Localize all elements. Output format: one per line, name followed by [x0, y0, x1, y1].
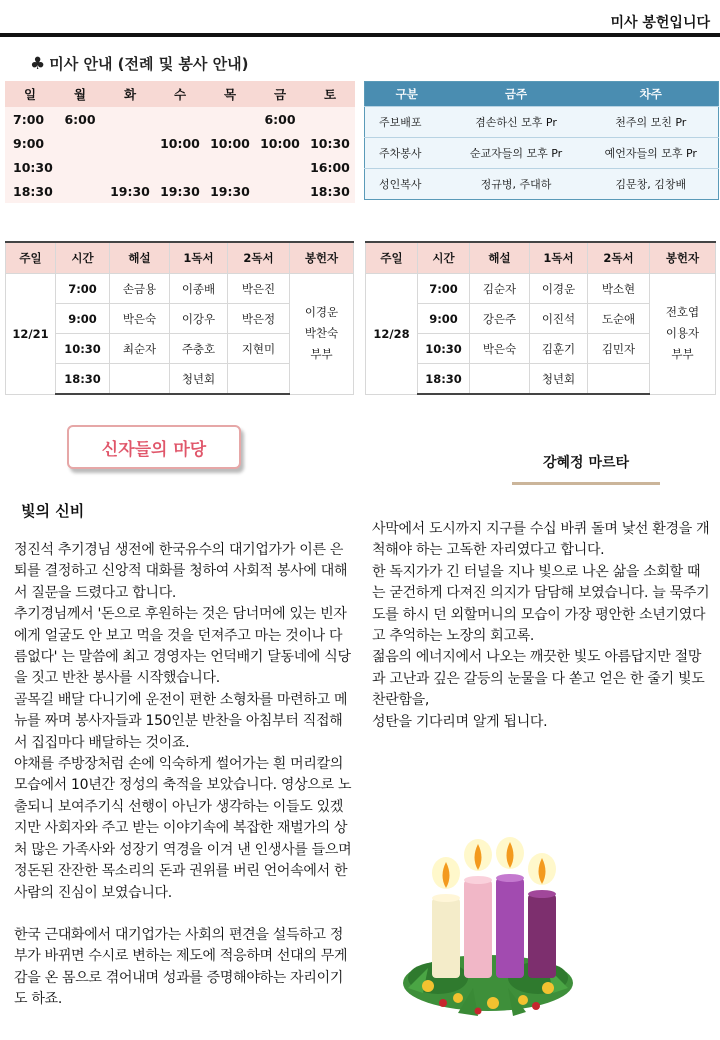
mass-time: 9:00	[56, 304, 110, 334]
day-fri: 금	[255, 81, 305, 107]
reader-2	[228, 364, 290, 395]
mass-time: 6:00	[255, 107, 305, 131]
service-row	[365, 107, 719, 138]
mass-time	[255, 179, 305, 203]
week-header-row	[366, 242, 716, 274]
mass-time	[55, 155, 105, 179]
service-label: 주차봉사	[365, 138, 449, 169]
col-sunday: 주일	[366, 242, 418, 274]
reader-1: 청년회	[530, 364, 588, 395]
table-row	[6, 274, 354, 304]
service-cell: 겸손하신 모후 Pr	[449, 107, 584, 138]
col-commentary: 해설	[110, 242, 170, 274]
mass-row	[5, 179, 355, 203]
mass-time: 9:00	[5, 131, 55, 155]
col-reading2: 2독서	[228, 242, 290, 274]
mass-time: 10:30	[418, 334, 470, 364]
day-mon: 월	[55, 81, 105, 107]
mass-time	[55, 131, 105, 155]
mass-time: 10:00	[255, 131, 305, 155]
mass-time: 18:30	[305, 179, 355, 203]
section-title-text: 미사 안내 (전례 및 봉사 안내)	[49, 55, 249, 73]
col-reading1: 1독서	[530, 242, 588, 274]
mass-time	[55, 179, 105, 203]
article-paragraph: 성탄을 기다리며 알게 됩니다.	[372, 713, 548, 730]
article-paragraph: 한 독지가가 긴 터널을 지나 빛으로 나온 삶을 소회할 때는 굳건하게 다져진 의지가 담담해 보였습니다. 늘 묵주기도를 하시 던 외할머니의 모습이 가장 평안한 소년기였다고 추억하는 노장의 회고록.	[372, 563, 710, 645]
offerer-cell	[290, 274, 354, 395]
mass-time: 18:30	[5, 179, 55, 203]
commentator	[110, 364, 170, 395]
offerer-line: 부부	[310, 347, 333, 362]
offerer-line: 이경운	[304, 305, 339, 320]
day-sun: 일	[5, 81, 55, 107]
reader-1: 청년회	[170, 364, 228, 395]
col-reading2: 2독서	[588, 242, 650, 274]
service-label: 주보배포	[365, 107, 449, 138]
sunday-date: 12/21	[6, 274, 56, 395]
commentator: 박은숙	[110, 304, 170, 334]
commentator: 최순자	[110, 334, 170, 364]
advent-candles-illustration	[398, 828, 578, 1028]
service-table	[364, 81, 719, 200]
mass-time	[305, 107, 355, 131]
col-reading1: 1독서	[170, 242, 228, 274]
commentator	[470, 364, 530, 395]
reader-2: 박소현	[588, 274, 650, 304]
offerer-cell	[650, 274, 716, 395]
article-paragraph: 골목길 배달 다니기에 운전이 편한 소형차를 마련하고 메뉴를 짜며 봉사자들과 150인분 반찬을 아침부터 직접해서 집집마다 배달하는 것이죠.	[14, 691, 348, 751]
article-paragraph: 사막에서 도시까지 지구를 수십 바퀴 돌며 낯선 환경을 개척해야 하는 고독한 자리였다고 합니다.	[372, 521, 710, 559]
mass-row	[5, 131, 355, 155]
service-col-this-week: 금주	[449, 82, 584, 107]
reader-1: 이진석	[530, 304, 588, 334]
table-row	[366, 274, 716, 304]
mass-time: 18:30	[418, 364, 470, 395]
article-column-left	[14, 540, 354, 1011]
mass-time: 16:00	[305, 155, 355, 179]
service-col-category: 구분	[365, 82, 449, 107]
article-author: 강혜정 마르타	[543, 455, 630, 471]
header-rule	[0, 33, 720, 37]
mass-time: 19:30	[155, 179, 205, 203]
col-sunday: 주일	[6, 242, 56, 274]
mass-time: 9:00	[418, 304, 470, 334]
reader-2: 지현미	[228, 334, 290, 364]
col-time: 시간	[56, 242, 110, 274]
flames	[432, 837, 556, 889]
club-icon: ♣	[30, 54, 46, 74]
offerer-line: 전호엽	[665, 305, 700, 320]
service-cell: 순교자들의 모후 Pr	[449, 138, 584, 169]
service-col-next-week: 차주	[584, 82, 719, 107]
reader-1: 주충호	[170, 334, 228, 364]
reader-2: 김민자	[588, 334, 650, 364]
day-sat: 토	[305, 81, 355, 107]
section-banner: 신자들의 마당	[67, 425, 241, 469]
mass-time: 7:00	[418, 274, 470, 304]
article-column-right	[372, 519, 712, 733]
service-cell: 정규병, 주대하	[449, 169, 584, 200]
col-offerer: 봉헌자	[290, 242, 354, 274]
week-1228-table	[365, 241, 716, 395]
day-wed: 수	[155, 81, 205, 107]
author-underline	[512, 482, 660, 485]
service-cell: 천주의 모친 Pr	[584, 107, 719, 138]
commentator: 김순자	[470, 274, 530, 304]
article-paragraph: 젊음의 에너지에서 나오는 깨끗한 빛도 아름답지만 절망과 고난과 깊은 갈등의 눈물을 다 쏟고 얻은 한 줄기 빛도 찬란함을,	[372, 649, 705, 709]
service-cell: 김문창, 김창배	[584, 169, 719, 200]
mass-time: 7:00	[5, 107, 55, 131]
mass-time: 10:00	[155, 131, 205, 155]
mass-schedule-table	[5, 81, 355, 203]
reader-2: 박은진	[228, 274, 290, 304]
mass-time: 10:30	[305, 131, 355, 155]
mass-time: 19:30	[205, 179, 255, 203]
reader-2: 도순애	[588, 304, 650, 334]
mass-time: 10:00	[205, 131, 255, 155]
reader-2	[588, 364, 650, 395]
commentator: 강은주	[470, 304, 530, 334]
mass-time: 19:30	[105, 179, 155, 203]
reader-1: 이종배	[170, 274, 228, 304]
mass-time: 18:30	[56, 364, 110, 395]
reader-2: 박은정	[228, 304, 290, 334]
commentator: 손금용	[110, 274, 170, 304]
article-paragraph: 정진석 추기경님 생전에 한국유수의 대기업가가 이른 은퇴를 결정하고 신앙적 대화를 청하여 사회적 봉사에 대해서 질문을 드렸다고 합니다.	[14, 542, 348, 601]
mass-time	[205, 107, 255, 131]
sunday-date: 12/28	[366, 274, 418, 395]
col-time: 시간	[418, 242, 470, 274]
mass-time: 10:30	[5, 155, 55, 179]
mass-time	[205, 155, 255, 179]
mass-row	[5, 107, 355, 131]
article-paragraph: 추기경님께서 '돈으로 후원하는 것은 담너머에 있는 빈자에게 얼굴도 안 보고 먹을 것을 던져주고 마는 것이나 다름없다' 는 말씀에 최고 경영자는 언덕배기 달동네에 식당을 짓고 반찬 봉사를 시작했습니다.	[14, 606, 351, 687]
mass-time: 6:00	[55, 107, 105, 131]
reader-1: 이경운	[530, 274, 588, 304]
mass-days-row	[5, 81, 355, 107]
article-paragraph: 한국 근대화에서 대기업가는 사회의 편견을 설득하고 정부가 바뀌면 수시로 변하는 제도에 적응하며 선대의 무게감을 온 몸으로 겪어내며 성과를 증명해야하는 자리이기도 하죠.	[14, 926, 348, 1008]
service-cell: 예언자들의 모후 Pr	[584, 138, 719, 169]
service-header-row	[365, 82, 719, 107]
service-label: 성인복사	[365, 169, 449, 200]
section-title	[30, 53, 248, 74]
commentator: 박은숙	[470, 334, 530, 364]
mass-time	[155, 107, 205, 131]
mass-time: 7:00	[56, 274, 110, 304]
offerer-line: 부부	[671, 347, 694, 362]
mass-time	[105, 107, 155, 131]
week-1221-table	[5, 241, 354, 395]
service-row	[365, 138, 719, 169]
service-row	[365, 169, 719, 200]
mass-row	[5, 155, 355, 179]
offerer-line: 이용자	[665, 326, 700, 341]
page-header-title: 미사 봉헌입니다	[610, 15, 710, 31]
article-paragraph: 야채를 주방장처럼 손에 익숙하게 썰어가는 흰 머리칼의 모습에서 10년간 정성의 축적을 보았습니다. 영상으로 노출되니 보여주기식 선행이 아닌가 생각하는 이들도 있겠지만 사회자와 주고 받는 이야기속에 복잡한 재벌가의 상처 많은 가족사와 성장기 역경을 이겨 낸 인생사를 들으며 정돈된 잔잔한 목소리의 돈과 권위를 버린 언어속에서 한 사람의 진심이 보였습니다.	[14, 756, 352, 901]
day-thu: 목	[205, 81, 255, 107]
reader-1: 이강우	[170, 304, 228, 334]
article-title: 빛의 신비	[21, 502, 85, 520]
reader-1: 김훈기	[530, 334, 588, 364]
day-tue: 화	[105, 81, 155, 107]
mass-time	[105, 131, 155, 155]
mass-time	[255, 155, 305, 179]
col-offerer: 봉헌자	[650, 242, 716, 274]
col-commentary: 해설	[470, 242, 530, 274]
paragraph-gap	[14, 904, 354, 925]
mass-time: 10:30	[56, 334, 110, 364]
week-header-row	[6, 242, 354, 274]
mass-time	[155, 155, 205, 179]
offerer-line: 박찬숙	[304, 326, 339, 341]
mass-time	[105, 155, 155, 179]
